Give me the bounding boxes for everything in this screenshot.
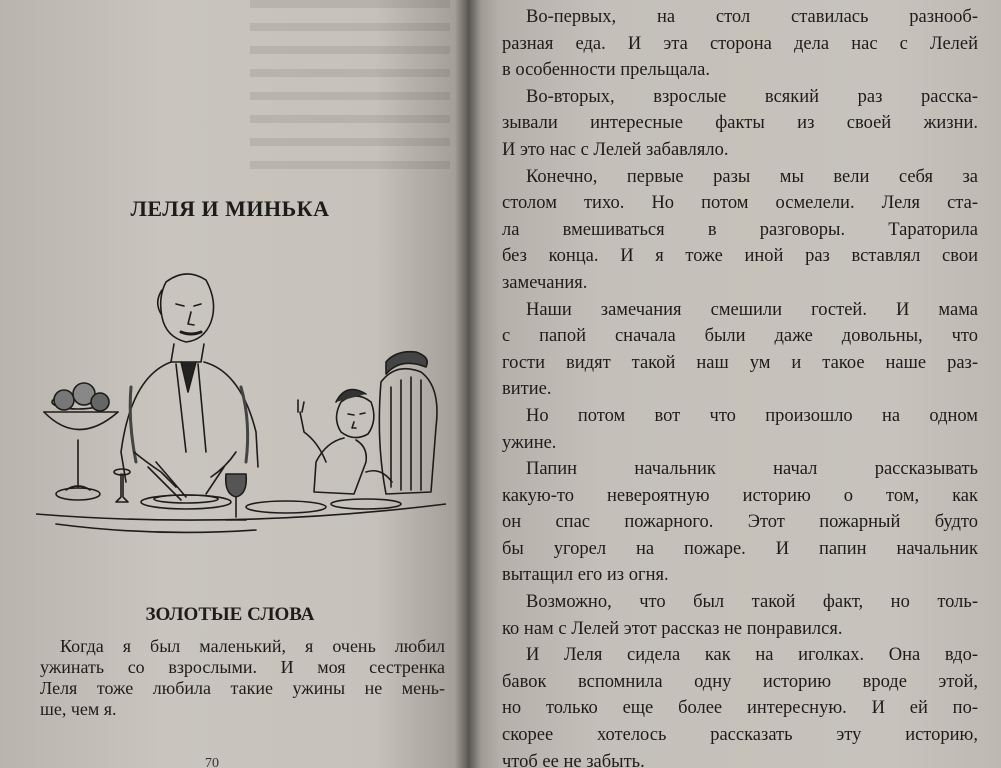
text-line: Конечно, первые разы мы вели себя за: [526, 166, 978, 187]
text-line: чтоб ее не забыть.: [502, 751, 645, 768]
text-line: в особенности прельщала.: [502, 60, 710, 81]
text-line: бы угорел на пожаре. И папин начальник: [502, 538, 978, 559]
text-line: Но потом вот что произошло на одном: [526, 405, 978, 426]
text-line: Во-первых, на стол ставилась разнооб-: [526, 7, 978, 27]
text-line: гости видят такой наш ум и такое наше раз-: [502, 352, 978, 373]
text-line: разная еда. И эта сторона дела нас с Лелей: [502, 33, 978, 54]
story-title: ЛЕЛЯ И МИНЬКА: [130, 196, 330, 221]
bleed-through-text: [250, 0, 450, 175]
text-line: бавок вспомнила одну историю вроде этой,: [502, 671, 978, 692]
right-page: [468, 0, 1001, 768]
text-line: с папой сначала были даже довольны, что: [502, 326, 978, 347]
text-line: но только еще более интересную. И ей по-: [502, 698, 978, 719]
text-line: замечания.: [502, 272, 588, 293]
text-line: Когда я был маленький, я очень любил: [60, 636, 445, 656]
text-line: столом тихо. Но потом осмелели. Леля ста-: [502, 193, 978, 214]
text-line: он спас пожарного. Этот пожарный будто: [502, 512, 978, 533]
text-line: И Леля сидела как на иголках. Она вдо-: [526, 645, 978, 666]
text-line: без конца. И я тоже иной раз вставлял свои: [502, 246, 978, 267]
text-line: скорее хотелось рассказать эту историю,: [502, 725, 978, 746]
text-line: Леля тоже любила такие ужины не мень-: [40, 678, 445, 698]
text-line: Возможно, что был такой факт, но толь-: [526, 592, 978, 613]
text-line: ужинать со взрослыми. И моя сестренка: [40, 657, 445, 677]
text-line: ко нам с Лелей этот рассказ не понравился.: [502, 618, 843, 639]
text-line: ла вмешиваться в разговоры. Тараторила: [502, 219, 978, 240]
text-line: Во-вторых, взрослые всякий раз расска-: [526, 86, 978, 107]
opening-paragraph: [40, 636, 445, 720]
text-line: Наши замечания смешили гостей. И мама: [526, 299, 978, 320]
text-line: зывали интересные факты из своей жизни.: [502, 113, 978, 134]
text-line: вытащил его из огня.: [502, 565, 669, 586]
text-line: И это нас с Лелей забавляло.: [502, 139, 729, 160]
left-page: [0, 0, 468, 768]
section-title: ЗОЛОТЫЕ СЛОВА: [145, 604, 315, 625]
dinner-table-illustration-icon: [36, 262, 446, 542]
text-line: ужине.: [502, 432, 557, 453]
book-gutter: [455, 0, 481, 768]
page-number: 70: [205, 756, 219, 768]
body-text: [502, 4, 978, 768]
text-line: какую-то невероятную историю о том, как: [502, 485, 978, 506]
text-line: Папин начальник начал рассказывать: [526, 459, 978, 480]
text-line: витие.: [502, 379, 552, 400]
text-line: ше, чем я.: [40, 699, 117, 719]
